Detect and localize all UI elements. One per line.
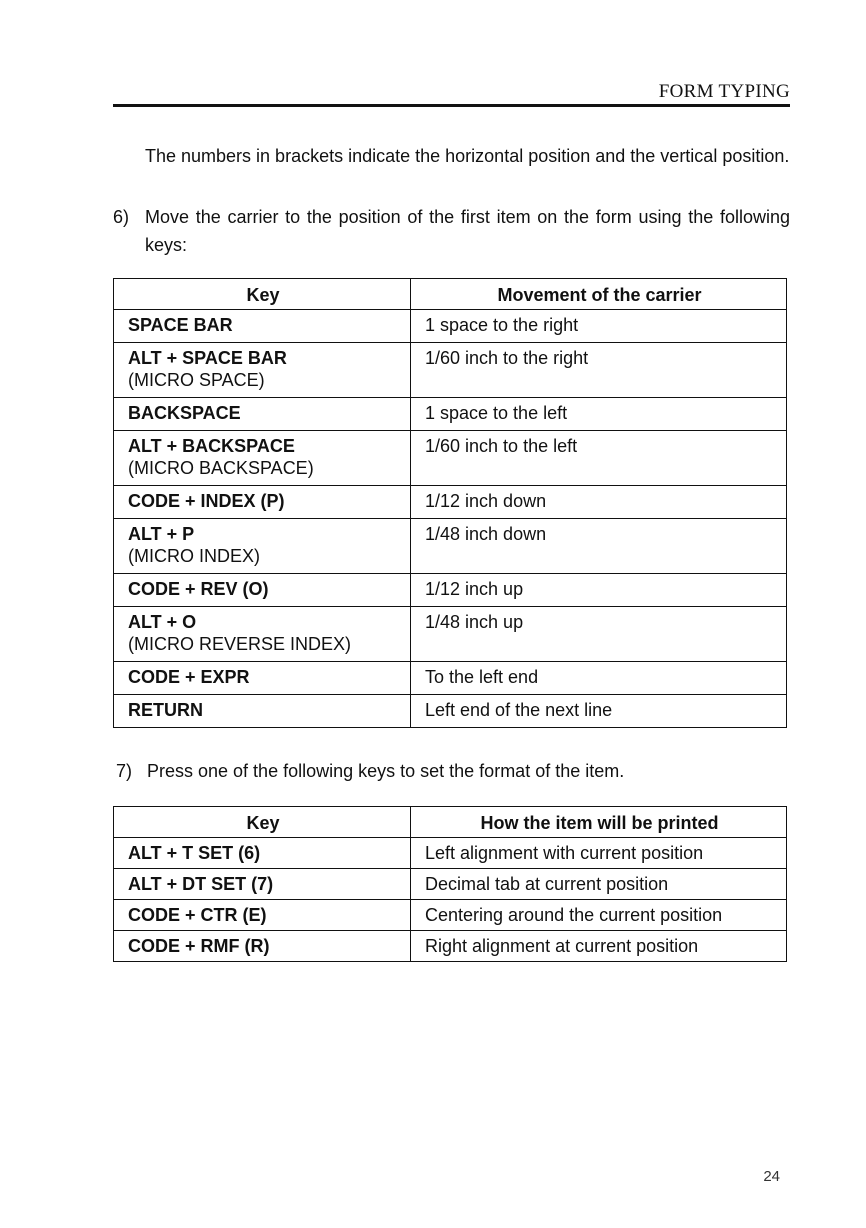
table-row xyxy=(114,343,787,398)
table-row xyxy=(114,486,787,519)
movement-cell: Left end of the next line xyxy=(411,695,787,728)
movement-cell: 1/60 inch to the right xyxy=(411,343,787,398)
step-6-number: 6) xyxy=(113,207,130,227)
table-header-row xyxy=(114,279,787,310)
movement-cell: 1/12 inch down xyxy=(411,486,787,519)
step-6-text: Move the carrier to the position of the first item on the form using the following keys: xyxy=(145,207,790,255)
table-row xyxy=(114,931,787,962)
table-row xyxy=(114,431,787,486)
step-7-text: Press one of the following keys to set the format of the item. xyxy=(147,761,625,781)
key-note: (MICRO BACKSPACE) xyxy=(128,458,314,478)
key-note: (MICRO SPACE) xyxy=(128,370,265,390)
key-cell: RETURN xyxy=(114,695,411,728)
key-cell: ALT + O (MICRO REVERSE INDEX) xyxy=(114,607,411,662)
movement-cell: 1 space to the right xyxy=(411,310,787,343)
key-cell: CODE + EXPR xyxy=(114,662,411,695)
key-cell: ALT + BACKSPACE (MICRO BACKSPACE) xyxy=(114,431,411,486)
table-row xyxy=(114,838,787,869)
table-row xyxy=(114,398,787,431)
page-number: 24 xyxy=(763,1168,780,1185)
table-row xyxy=(114,695,787,728)
table-row xyxy=(114,900,787,931)
format-cell: Right alignment at current position xyxy=(411,931,787,962)
item-format-table xyxy=(113,806,787,962)
key-cell: ALT + P (MICRO INDEX) xyxy=(114,519,411,574)
movement-cell: 1/48 inch up xyxy=(411,607,787,662)
movement-cell: 1/60 inch to the left xyxy=(411,431,787,486)
movement-cell: To the left end xyxy=(411,662,787,695)
key-note: (MICRO REVERSE INDEX) xyxy=(128,634,352,654)
format-cell: Decimal tab at current position xyxy=(411,869,787,900)
key-cell: ALT + DT SET (7) xyxy=(114,869,411,900)
header-rule xyxy=(113,104,790,107)
movement-column-header: Movement of the carrier xyxy=(411,279,787,310)
key-cell: CODE + INDEX (P) xyxy=(114,486,411,519)
carrier-movement-table xyxy=(113,278,787,728)
table-row xyxy=(114,519,787,574)
key-cell: ALT + SPACE BAR (MICRO SPACE) xyxy=(114,343,411,398)
table-row xyxy=(114,662,787,695)
movement-cell: 1/12 inch up xyxy=(411,574,787,607)
key-column-header: Key xyxy=(114,807,411,838)
key-cell: CODE + REV (O) xyxy=(114,574,411,607)
format-cell: Left alignment with current position xyxy=(411,838,787,869)
print-format-column-header: How the item will be printed xyxy=(411,807,787,838)
key-cell: BACKSPACE xyxy=(114,398,411,431)
intro-paragraph: The numbers in brackets indicate the horizontal position and the vertical position. xyxy=(145,146,790,166)
table-row xyxy=(114,574,787,607)
format-cell: Centering around the current position xyxy=(411,900,787,931)
movement-cell: 1 space to the left xyxy=(411,398,787,431)
movement-cell: 1/48 inch down xyxy=(411,519,787,574)
step-7-number: 7) xyxy=(116,761,133,781)
table-header-row xyxy=(114,807,787,838)
key-cell: ALT + T SET (6) xyxy=(114,838,411,869)
section-title: FORM TYPING xyxy=(658,81,790,102)
key-cell: SPACE BAR xyxy=(114,310,411,343)
table-row xyxy=(114,869,787,900)
key-note: (MICRO INDEX) xyxy=(128,546,260,566)
key-cell: CODE + CTR (E) xyxy=(114,900,411,931)
key-column-header: Key xyxy=(114,279,411,310)
table-row xyxy=(114,310,787,343)
table-row xyxy=(114,607,787,662)
key-cell: CODE + RMF (R) xyxy=(114,931,411,962)
